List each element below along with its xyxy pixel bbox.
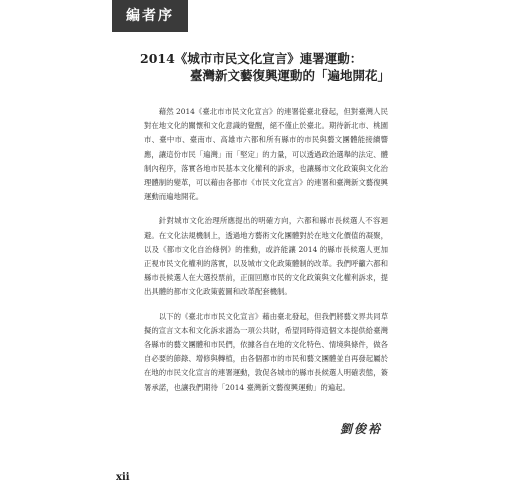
section-tab: 編者序 [112, 0, 188, 32]
paragraph-3: 以下的《臺北市市民文化宣言》藉由臺北發起，但我們將藝文界共同草擬的宣言文本和文化訴求譜為一項公共財，希望同時得這個文本提供給臺灣各縣市的藝文團體和市民們，依據各自在地的文化特色、情境與條件，做各自必要的節錄、增修與轉植，由各個都市的市民和藝文團體並自再發起屬於在地的市民文化宣言的連署運動，敦促各城市的縣市長候選人明確表態，簽署承諾，也讓我們期待「2014 臺灣新文藝復興運動」的遍起。 [144, 311, 388, 392]
paragraph-1: 藉然 2014《臺北市市民文化宣言》的連署從臺北發起，但對臺灣人民對在地文化的關懷和文化意識的覺醒，絕不僅止於臺北。期待新北市、桃園市、臺中市、臺南市、高雄市六都和所有縣市的市民與藝文團體能接續響應，讓這份市民「遍灣」而「堅定」的力量，可以透過政治選舉的法定、體制內程序，落實各地市民基本文化權利的訴求，也讓縣市文化政策與文化治理體制的變革，可以藉由各都市《市民文化宣言》的連署和臺灣新文藝復興運動而遍地開花。 [144, 107, 388, 202]
page-title-line-1: 2014《城市市民文化宣言》連署運動： [140, 51, 363, 66]
page-title-line-2: 臺灣新文藝復興運動的「遍地開花」 [189, 68, 390, 83]
paragraph-2: 針對城市文化治理所應提出的明確方向，六都和縣市長候選人不容迴避。在文化法規機制上，透過地方藝術文化團體對於在地文化價值的凝聚，以及《都市文化自治條例》的推動，或許能讓 2014 的縣市長候選人更加正視市民文化權利的落實，以及城市文化政策體制的改革。我們呼籲六都和縣市長候選人在大選投票前，正面回應市民的文化政策與文化權利訴求，提出具體的都市文化政策藍圖和改革配套機制。 [144, 216, 388, 297]
body-text [144, 105, 388, 405]
title-block [140, 50, 390, 84]
author-signature: 劉俊裕 [340, 422, 383, 436]
page-number: xii [116, 472, 130, 483]
